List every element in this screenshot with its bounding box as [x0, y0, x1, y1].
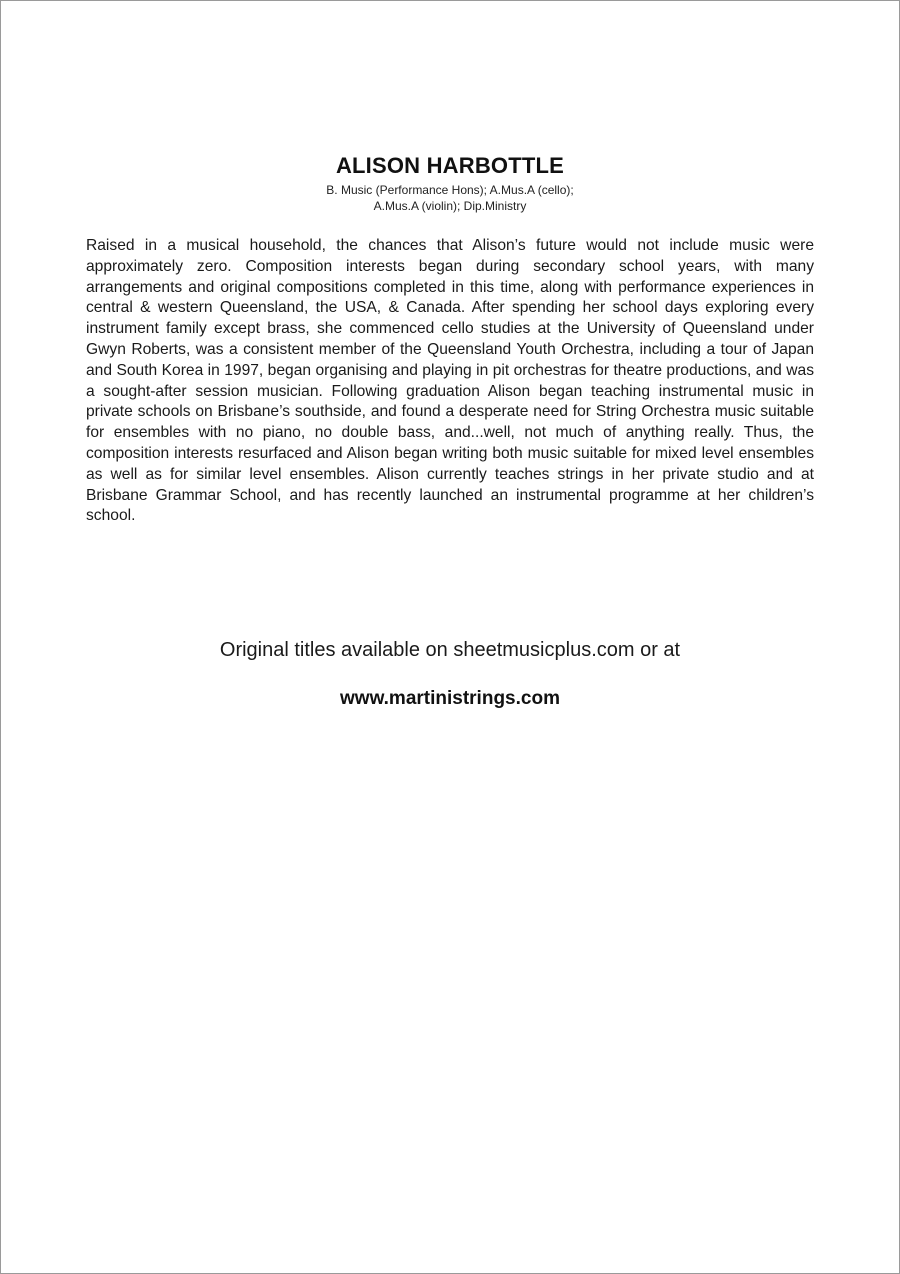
credentials-line: A.Mus.A (violin); Dip.Ministry: [373, 199, 527, 213]
website-link[interactable]: www.martinistrings.com: [340, 688, 560, 709]
biography-paragraph: Raised in a musical household, the chances that Alison’s future would not include music were approximately zero. Composition interests began during secondary school years, with many arrangements and original compositions completed in this time, along with performance experiences in central & western Queensland, the USA, & Canada. After spending her school days exploring every instrument family except brass, she commenced cello studies at the University of Queensland under Gwyn Roberts, was a consistent member of the Queensland Youth Orchestra, including a tour of Japan and South Korea in 1997, began organising and playing in pit orchestras for theatre productions, and was a sought-after session musician. Following graduation Alison began teaching instrumental music in private schools on Brisbane’s southside, and found a desperate need for String Orchestra music suitable for ensembles with no piano, no double bass, and...well, not much of anything really. Thus, the composition interests resurfaced and Alison began writing both music suitable for mixed level ensembles as well as for similar level ensembles. Alison currently teaches strings in her private studio and at Brisbane Grammar School, and has recently launched an instrumental programme at her children’s school.: [86, 237, 814, 525]
composer-credentials: [0, 182, 900, 214]
availability-note: Original titles available on sheetmusicplus.com or at: [219, 639, 681, 661]
credentials-line: B. Music (Performance Hons); A.Mus.A (cello);: [326, 183, 574, 197]
composer-name: ALISON HARBOTTLE: [335, 153, 565, 178]
